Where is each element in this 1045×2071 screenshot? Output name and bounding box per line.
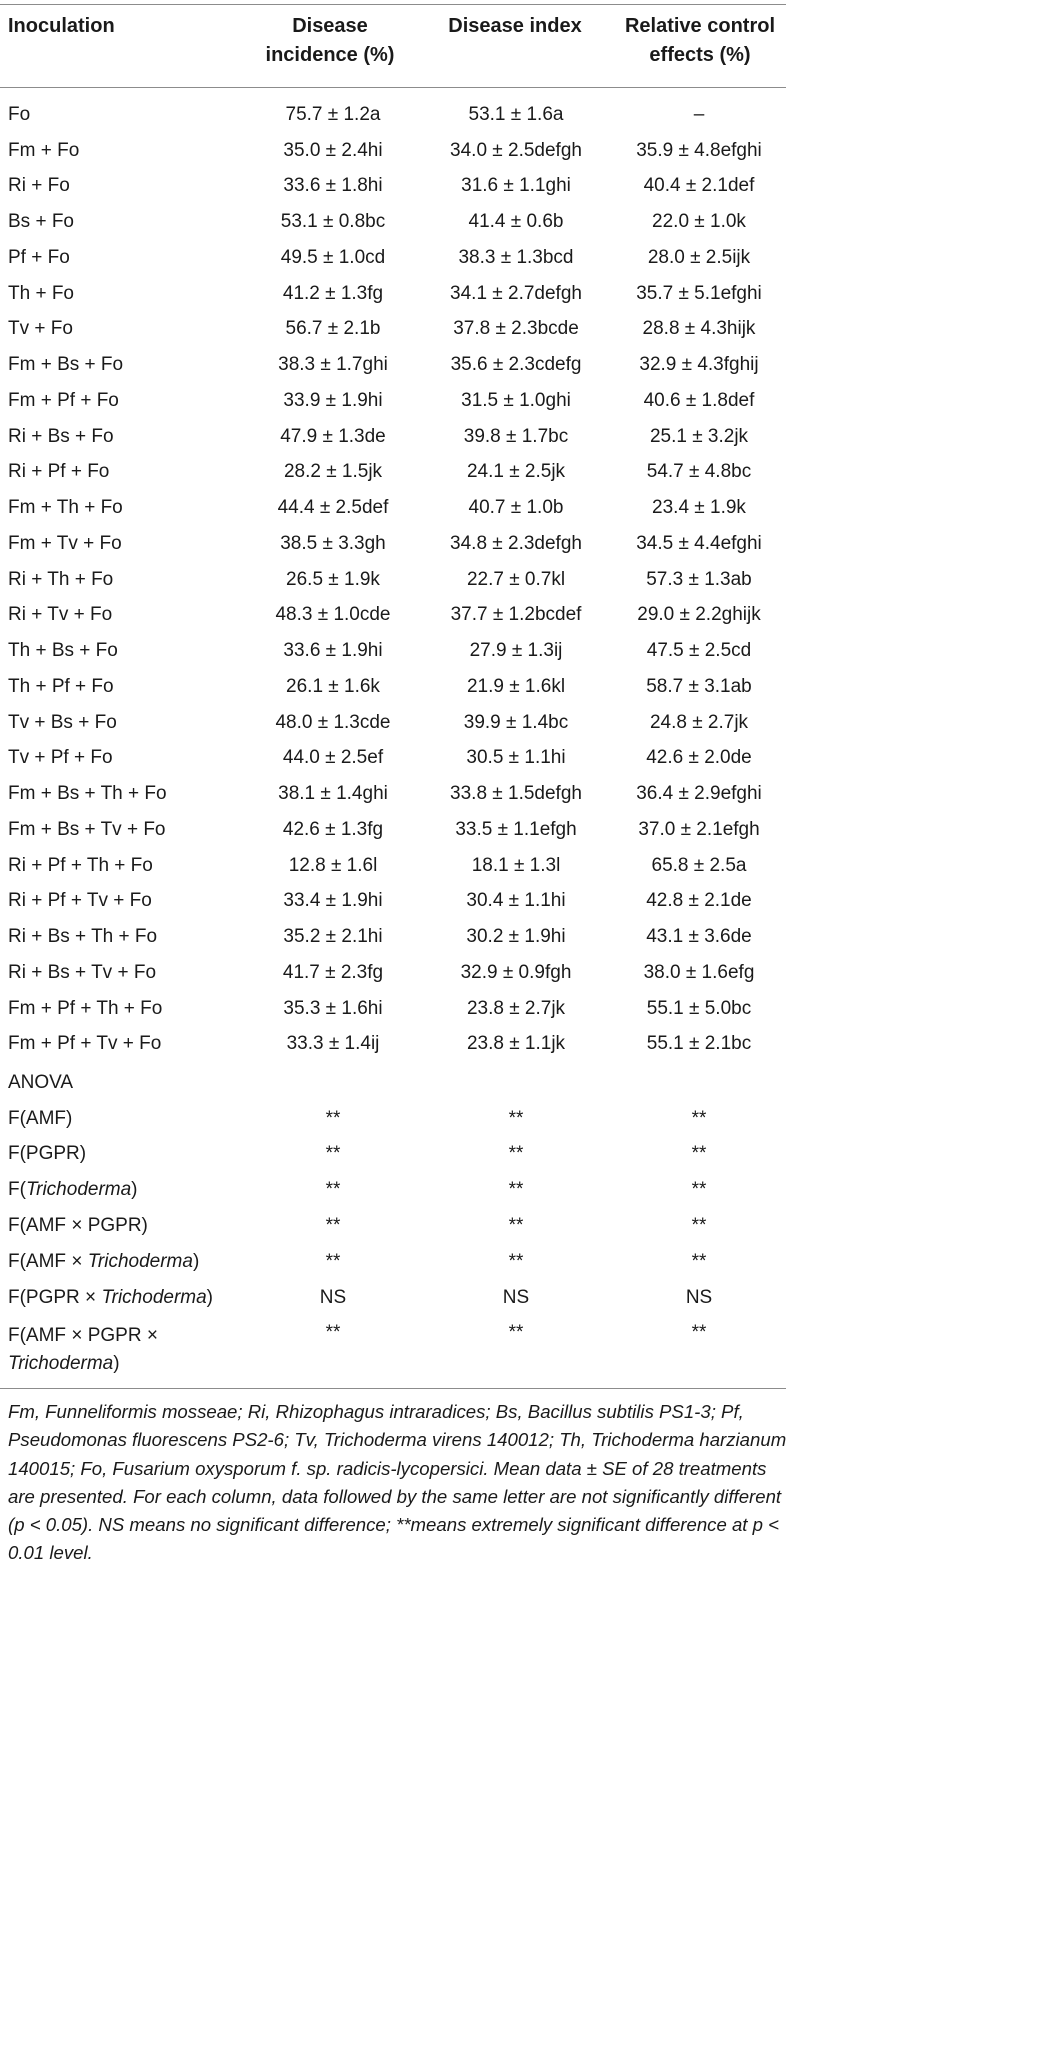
anova-significance: **	[691, 1179, 707, 1201]
row-relative-control: 43.1 ± 3.6de	[646, 926, 752, 948]
row-disease-incidence: 49.5 ± 1.0cd	[280, 246, 386, 268]
table-row	[0, 598, 794, 634]
row-disease-index: 33.8 ± 1.5defgh	[450, 783, 582, 805]
anova-factor-pre: F(PGPR)	[8, 1143, 87, 1165]
table-row	[0, 884, 794, 920]
table-row	[0, 955, 794, 991]
row-disease-incidence: 35.3 ± 1.6hi	[283, 997, 383, 1019]
row-disease-incidence: 42.6 ± 1.3fg	[282, 818, 384, 840]
row-relative-control: 65.8 ± 2.5a	[651, 854, 747, 876]
row-disease-incidence: 38.1 ± 1.4ghi	[278, 783, 388, 805]
row-relative-control: 42.6 ± 2.0de	[646, 747, 752, 769]
row-relative-control: 57.3 ± 1.3ab	[646, 568, 752, 590]
row-disease-incidence: 28.2 ± 1.5jk	[283, 461, 383, 483]
row-inoculation: Fm + Pf + Tv + Fo	[8, 1033, 162, 1055]
row-disease-incidence: 41.7 ± 2.3fg	[282, 961, 384, 983]
table-row	[0, 419, 794, 455]
anova-factor-post: )	[206, 1286, 213, 1308]
header-disease-incidence	[230, 12, 430, 70]
table-row	[0, 991, 794, 1027]
row-disease-incidence: 48.3 ± 1.0cde	[275, 604, 391, 626]
anova-significance: **	[325, 1250, 341, 1272]
row-disease-incidence: 33.9 ± 1.9hi	[283, 389, 383, 411]
row-disease-index: 27.9 ± 1.3ij	[469, 640, 563, 662]
row-disease-index: 23.8 ± 2.7jk	[466, 997, 566, 1019]
row-relative-control: 34.5 ± 4.4efghi	[636, 532, 762, 554]
anova-row	[0, 1208, 794, 1244]
row-relative-control: 28.0 ± 2.5ijk	[647, 246, 751, 268]
anova-factor-post: )	[192, 1250, 200, 1272]
anova-significance: **	[691, 1250, 707, 1272]
row-disease-index: 39.9 ± 1.4bc	[463, 711, 569, 733]
row-disease-index: 53.1 ± 1.6a	[468, 103, 564, 125]
anova-factor-pre: F(AMF × PGPR)	[8, 1215, 148, 1237]
row-inoculation: Fm + Tv + Fo	[8, 532, 122, 554]
row-inoculation: Fm + Fo	[8, 139, 80, 161]
table-row	[0, 741, 794, 777]
table-footnote: Fm, Funneliformis mosseae; Ri, Rhizophagus intraradices; Bs, Bacillus subtilis PS1-3; Pf, Pseudomonas fluorescens PS2-6; Tv, Trichoderma virens 140012; Th, Trichoderma harzianum 140015; Fo, Fusarium oxysporum f. sp. radicis-lycopersici. Mean data ± SE of 28 treatments are presented. For each column, data followed by the same letter are not significantly different (p < 0.05). NS means no significant difference; **means extremely significant difference at p < 0.01 level.	[8, 1401, 787, 1564]
row-disease-incidence: 33.3 ± 1.4ij	[286, 1033, 380, 1055]
row-relative-control: 42.8 ± 2.1de	[646, 890, 752, 912]
row-disease-incidence: 41.2 ± 1.3fg	[282, 282, 384, 304]
anova-significance: **	[691, 1143, 707, 1165]
row-disease-index: 37.8 ± 2.3bcde	[453, 318, 579, 340]
anova-factor	[0, 1280, 238, 1316]
row-disease-index: 32.9 ± 0.9fgh	[460, 961, 572, 983]
table-row	[0, 669, 794, 705]
row-disease-index: 35.6 ± 2.3cdefg	[450, 354, 582, 376]
row-disease-incidence: 26.5 ± 1.9k	[286, 568, 380, 590]
table-row	[0, 848, 794, 884]
row-inoculation: Tv + Pf + Fo	[8, 747, 113, 769]
row-relative-control: 58.7 ± 3.1ab	[646, 675, 752, 697]
row-disease-index: 41.4 ± 0.6b	[468, 211, 564, 233]
header-relative-control-line2: effects (%)	[649, 44, 751, 66]
anova-factor-italic: Trichoderma	[8, 1352, 114, 1374]
anova-significance: NS	[319, 1286, 347, 1308]
anova-factor	[0, 1101, 238, 1137]
row-inoculation: Fm + Bs + Th + Fo	[8, 783, 167, 805]
top-rule	[0, 4, 786, 5]
table-row	[0, 240, 794, 276]
row-disease-incidence: 53.1 ± 0.8bc	[280, 211, 386, 233]
row-relative-control: –	[693, 103, 705, 125]
row-disease-index: 34.8 ± 2.3defgh	[450, 532, 582, 554]
row-relative-control: 35.9 ± 4.8efghi	[636, 139, 762, 161]
row-relative-control: 38.0 ± 1.6efg	[643, 961, 755, 983]
anova-significance: **	[508, 1107, 524, 1129]
row-disease-incidence: 56.7 ± 2.1b	[285, 318, 381, 340]
anova-factor-italic: Trichoderma	[101, 1286, 207, 1308]
row-disease-index: 31.6 ± 1.1ghi	[461, 175, 571, 197]
anova-factor	[0, 1316, 238, 1388]
anova-row	[0, 1172, 794, 1208]
row-inoculation: Fm + Bs + Fo	[8, 354, 124, 376]
row-inoculation: Ri + Tv + Fo	[8, 604, 113, 626]
header-relative-control-line1: Relative control	[624, 15, 776, 37]
anova-significance: **	[508, 1215, 524, 1237]
table-row	[0, 562, 794, 598]
row-disease-index: 40.7 ± 1.0b	[468, 497, 564, 519]
row-disease-incidence: 38.5 ± 3.3gh	[280, 532, 386, 554]
anova-factor-italic: Trichoderma	[25, 1179, 132, 1201]
anova-significance: **	[325, 1107, 341, 1129]
row-disease-incidence: 44.4 ± 2.5def	[277, 497, 389, 519]
row-disease-index: 34.0 ± 2.5defgh	[450, 139, 582, 161]
row-disease-incidence: 35.2 ± 2.1hi	[283, 926, 383, 948]
row-relative-control: 25.1 ± 3.2jk	[649, 425, 749, 447]
anova-factor-post: )	[113, 1352, 120, 1374]
anova-significance: NS	[685, 1286, 713, 1308]
anova-row	[0, 1316, 794, 1388]
row-disease-index: 18.1 ± 1.3l	[471, 854, 561, 876]
row-relative-control: 37.0 ± 2.1efgh	[638, 818, 760, 840]
table-row	[0, 526, 794, 562]
row-inoculation: Bs + Fo	[8, 211, 74, 233]
anova-row	[0, 1137, 794, 1173]
anova-significance: **	[508, 1143, 524, 1165]
header-relative-control	[600, 12, 800, 70]
table-row	[0, 312, 794, 348]
row-inoculation: Th + Bs + Fo	[8, 640, 118, 662]
anova-factor	[0, 1244, 238, 1280]
row-disease-index: 33.5 ± 1.1efgh	[455, 818, 577, 840]
anova-significance: **	[508, 1250, 524, 1272]
anova-significance: **	[508, 1179, 524, 1201]
anova-significance: **	[508, 1321, 524, 1343]
row-inoculation: Ri + Th + Fo	[8, 568, 114, 590]
row-inoculation: Th + Fo	[8, 282, 74, 304]
header-disease-index: Disease index	[448, 15, 582, 37]
row-disease-index: 30.5 ± 1.1hi	[466, 747, 566, 769]
row-inoculation: Fm + Pf + Fo	[8, 389, 119, 411]
row-disease-index: 31.5 ± 1.0ghi	[461, 389, 571, 411]
row-relative-control: 47.5 ± 2.5cd	[646, 640, 752, 662]
row-relative-control: 55.1 ± 5.0bc	[646, 997, 752, 1019]
anova-table-body	[0, 1065, 794, 1388]
row-disease-incidence: 12.8 ± 1.6l	[288, 854, 378, 876]
row-inoculation: Th + Pf + Fo	[8, 675, 114, 697]
row-relative-control: 40.4 ± 2.1def	[643, 175, 755, 197]
row-disease-index: 23.8 ± 1.1jk	[466, 1033, 566, 1055]
row-relative-control: 40.6 ± 1.8def	[643, 389, 755, 411]
header-inoculation: Inoculation	[8, 15, 115, 37]
row-relative-control: 32.9 ± 4.3fghij	[639, 354, 759, 376]
row-disease-index: 30.4 ± 1.1hi	[466, 890, 566, 912]
row-inoculation: Fo	[8, 103, 31, 125]
row-disease-index: 39.8 ± 1.7bc	[463, 425, 569, 447]
anova-factor-pre: F(	[8, 1179, 26, 1201]
row-inoculation: Ri + Bs + Fo	[8, 425, 114, 447]
anova-factor	[0, 1172, 238, 1208]
row-relative-control: 29.0 ± 2.2ghijk	[637, 604, 761, 626]
anova-significance: **	[691, 1321, 707, 1343]
data-table	[0, 97, 794, 1062]
row-relative-control: 22.0 ± 1.0k	[652, 211, 746, 233]
row-disease-incidence: 75.7 ± 1.2a	[285, 103, 381, 125]
table-row	[0, 97, 794, 133]
row-disease-incidence: 44.0 ± 2.5ef	[282, 747, 384, 769]
row-inoculation: Ri + Fo	[8, 175, 70, 197]
table-row	[0, 133, 794, 169]
row-inoculation: Fm + Pf + Th + Fo	[8, 997, 163, 1019]
anova-factor-pre: F(AMF ×	[8, 1250, 88, 1272]
row-disease-incidence: 26.1 ± 1.6k	[286, 675, 380, 697]
row-relative-control: 35.7 ± 5.1efghi	[636, 282, 762, 304]
anova-factor-italic: Trichoderma	[87, 1250, 193, 1272]
header-disease-incidence-line2: incidence (%)	[265, 44, 395, 66]
anova-significance: **	[325, 1179, 341, 1201]
anova-factor	[0, 1208, 238, 1244]
row-disease-incidence: 48.0 ± 1.3cde	[275, 711, 391, 733]
anova-factor-pre: F(PGPR ×	[8, 1286, 102, 1308]
row-disease-index: 21.9 ± 1.6kl	[466, 675, 566, 697]
row-relative-control: 55.1 ± 2.1bc	[646, 1033, 752, 1055]
table-row	[0, 633, 794, 669]
anova-significance: NS	[502, 1286, 530, 1308]
row-disease-index: 24.1 ± 2.5jk	[466, 461, 566, 483]
anova-significance: **	[325, 1143, 341, 1165]
row-inoculation: Ri + Bs + Tv + Fo	[8, 961, 157, 983]
anova-row	[0, 1244, 794, 1280]
row-inoculation: Pf + Fo	[8, 246, 70, 268]
anova-title: ANOVA	[8, 1071, 74, 1093]
row-disease-incidence: 33.4 ± 1.9hi	[283, 890, 383, 912]
table-row	[0, 919, 794, 955]
anova-title-row	[0, 1065, 794, 1101]
table-row	[0, 1027, 794, 1063]
anova-significance: **	[325, 1215, 341, 1237]
anova-table	[0, 1065, 794, 1388]
row-disease-incidence: 33.6 ± 1.8hi	[283, 175, 383, 197]
row-relative-control: 36.4 ± 2.9efghi	[636, 783, 762, 805]
row-disease-incidence: 33.6 ± 1.9hi	[283, 640, 383, 662]
row-disease-incidence: 35.0 ± 2.4hi	[283, 139, 383, 161]
row-disease-index: 38.3 ± 1.3bcd	[458, 246, 574, 268]
row-inoculation: Tv + Bs + Fo	[8, 711, 117, 733]
row-relative-control: 54.7 ± 4.8bc	[646, 461, 752, 483]
bottom-rule	[0, 1388, 786, 1389]
row-inoculation: Ri + Pf + Th + Fo	[8, 854, 153, 876]
row-relative-control: 24.8 ± 2.7jk	[649, 711, 749, 733]
table-row	[0, 204, 794, 240]
row-inoculation: Ri + Pf + Tv + Fo	[8, 890, 152, 912]
anova-significance: **	[691, 1215, 707, 1237]
table-row	[0, 347, 794, 383]
table-row	[0, 276, 794, 312]
table-row	[0, 455, 794, 491]
table-row	[0, 705, 794, 741]
row-inoculation: Ri + Pf + Fo	[8, 461, 110, 483]
row-disease-index: 22.7 ± 0.7kl	[466, 568, 566, 590]
row-disease-index: 34.1 ± 2.7defgh	[450, 282, 582, 304]
row-disease-incidence: 38.3 ± 1.7ghi	[278, 354, 388, 376]
anova-significance: **	[325, 1321, 341, 1343]
row-inoculation: Ri + Bs + Th + Fo	[8, 926, 158, 948]
anova-significance: **	[691, 1107, 707, 1129]
anova-factor-post: )	[131, 1179, 138, 1201]
table-row	[0, 490, 794, 526]
table-row	[0, 776, 794, 812]
header-disease-incidence-line1: Disease	[292, 15, 368, 37]
row-relative-control: 23.4 ± 1.9k	[652, 497, 746, 519]
anova-row	[0, 1101, 794, 1137]
row-disease-index: 37.7 ± 1.2bcdef	[450, 604, 582, 626]
anova-factor-pre: F(AMF × PGPR ×	[8, 1324, 158, 1346]
row-inoculation: Fm + Bs + Tv + Fo	[8, 818, 166, 840]
table-row	[0, 169, 794, 205]
row-disease-incidence: 47.9 ± 1.3de	[280, 425, 386, 447]
row-disease-index: 30.2 ± 1.9hi	[466, 926, 566, 948]
header-rule	[0, 87, 786, 88]
row-inoculation: Fm + Th + Fo	[8, 497, 123, 519]
row-relative-control: 28.8 ± 4.3hijk	[642, 318, 756, 340]
data-table-body	[0, 97, 794, 1062]
table-row	[0, 812, 794, 848]
table-row	[0, 383, 794, 419]
anova-factor-pre: F(AMF)	[8, 1107, 73, 1129]
anova-factor	[0, 1137, 238, 1173]
anova-row	[0, 1280, 794, 1316]
row-inoculation: Tv + Fo	[8, 318, 73, 340]
